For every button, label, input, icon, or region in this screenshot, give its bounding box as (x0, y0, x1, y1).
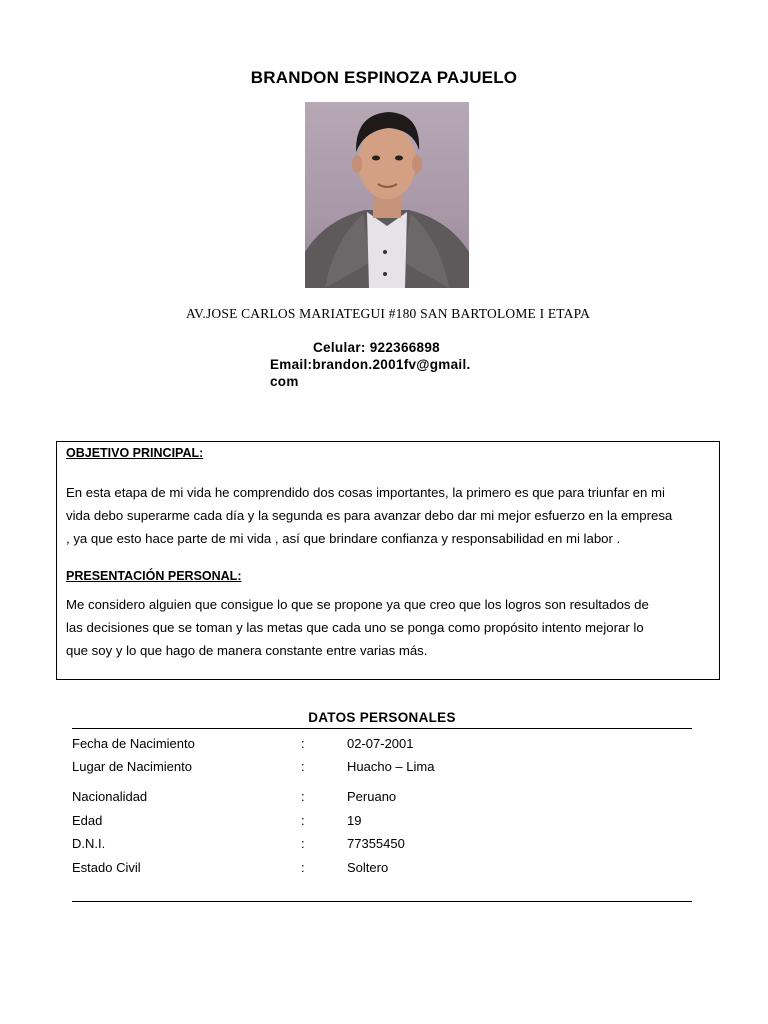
data-label: Edad (72, 813, 103, 828)
data-separator: : (301, 860, 305, 875)
objective-line: En esta etapa de mi vida he comprendido dos cosas importantes, la primero es que para triunfar en mi (66, 485, 665, 500)
email-line-1: Email:brandon.2001fv@gmail. (270, 357, 471, 372)
objective-line: vida debo superarme cada día y la segunda es para avanzar debo dar mi mejor esfuerzo en la empresa (66, 508, 673, 523)
divider-bottom (72, 901, 692, 902)
presentation-line: que soy y lo que hago de manera constante entre varias más. (66, 643, 428, 658)
objective-line: , ya que esto hace parte de mi vida , así que brindare confianza y responsabilidad en mi labor . (66, 531, 621, 546)
presentation-title: PRESENTACIÓN PERSONAL: (66, 569, 242, 583)
objective-paragraph (66, 481, 718, 550)
objective-box (56, 441, 720, 680)
data-value: Huacho – Lima (347, 759, 435, 774)
data-label: D.N.I. (72, 836, 106, 851)
profile-photo-illustration (305, 102, 469, 288)
data-label: Lugar de Nacimiento (72, 759, 192, 774)
presentation-line: las decisiones que se toman y las metas que cada uno se ponga como propósito intento mejorar lo (66, 620, 644, 635)
objective-title: OBJETIVO PRINCIPAL: (66, 446, 204, 460)
candidate-name: BRANDON ESPINOZA PAJUELO (250, 68, 518, 87)
data-value: 19 (347, 813, 362, 828)
data-label: Fecha de Nacimiento (72, 736, 195, 751)
profile-photo (305, 102, 469, 288)
data-value: Soltero (347, 860, 389, 875)
data-separator: : (301, 813, 305, 828)
data-value: Peruano (347, 789, 397, 804)
data-value: 02-07-2001 (347, 736, 414, 751)
address: AV.JOSE CARLOS MARIATEGUI #180 SAN BARTOLOME I ETAPA (185, 306, 591, 321)
divider-top (72, 728, 692, 729)
data-separator: : (301, 736, 305, 751)
presentation-paragraph (66, 593, 718, 662)
data-separator: : (301, 789, 305, 804)
contact-block (270, 339, 471, 390)
data-label: Estado Civil (72, 860, 141, 875)
data-separator: : (301, 759, 305, 774)
data-value: 77355450 (347, 836, 405, 851)
presentation-line: Me considero alguien que consigue lo que se propone ya que creo que los logros son resultados de (66, 597, 649, 612)
data-separator: : (301, 836, 305, 851)
personal-data-title: DATOS PERSONALES (308, 710, 456, 725)
email-line-2: com (270, 374, 299, 389)
data-label: Nacionalidad (72, 789, 148, 804)
phone: Celular: 922366898 (313, 340, 440, 355)
